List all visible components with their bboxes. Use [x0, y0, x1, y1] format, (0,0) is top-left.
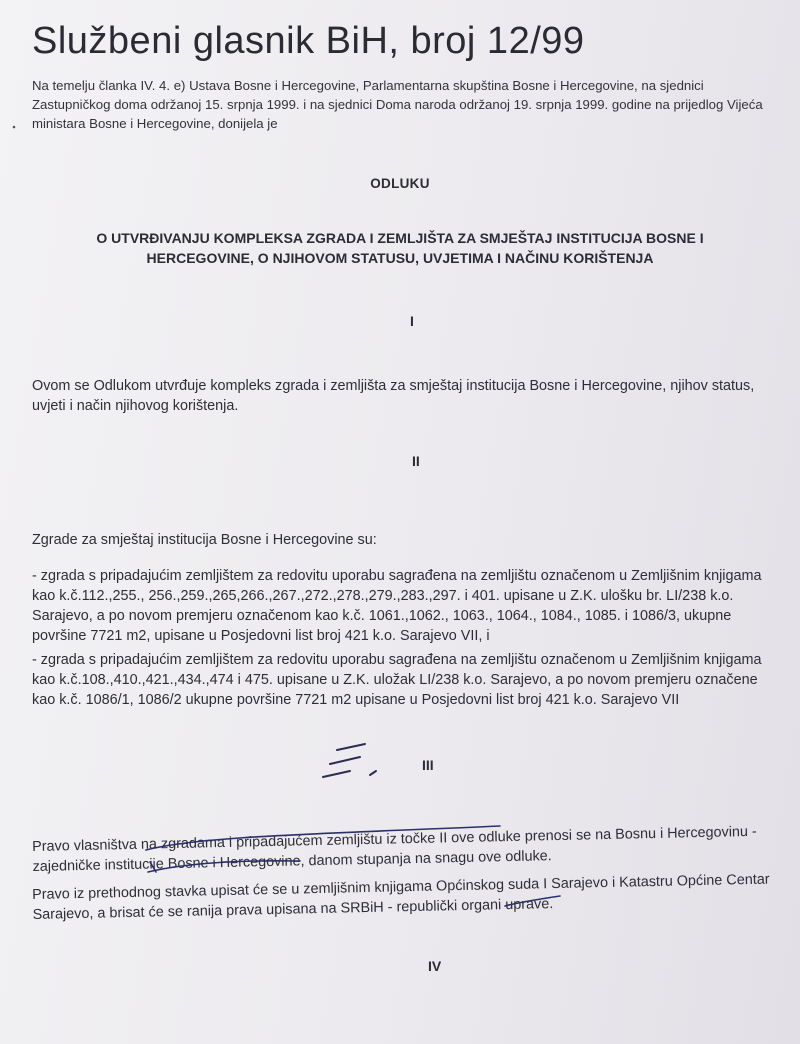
- section-2-item-1: - zgrada s pripadajućim zemljištem za redovitu uporabu sagrađena na zemljištu označenom u Zemljišnim knjigama kao k.č.112.,255., 256.,259.,265,266.,267.,272.,278.,279.,283.,297. i 401. upisane u Z.K. ulošku br. LI/238 k.o. Sarajevo, a po novom premjeru označenom kao k.č. 1061.,1062., 1063., 1064., 1084., 1085. i 1086/3, ukupne površine 7721 m2, upisane u Posjedovni list broj 421 k.o. Sarajevo VII, i: [32, 568, 762, 644]
- preamble-paragraph: Na temelju članka IV. 4. e) Ustava Bosne i Hercegovine, Parlamentarna skupština Bosne i Hercegovine, na sjednici Zastupničkog doma održanoj 15. srpnja 1999. i na sjednici Doma naroda održanoj 19. srpnja 1999. godine na prijedlog Vijeća ministara Bosne i Hercegovine, donijela je: [32, 78, 763, 131]
- section-2-lead: Zgrade za smještaj institucija Bosne i Hercegovine su:: [32, 532, 377, 548]
- section-number-3: III: [422, 757, 434, 773]
- gazette-title: Službeni glasnik BiH, broj 12/99: [32, 20, 585, 62]
- decision-subtitle: O UTVRĐIVANJU KOMPLEKSA ZGRADA I ZEMLJIŠTA ZA SMJEŠTAJ INSTITUCIJA BOSNE I HERCEGOVINE, O NJIHOVOM STATUSU, UVJETIMA I NAČINU KORIŠTENJA: [96, 230, 704, 266]
- section-2-item-2: - zgrada s pripadajućim zemljištem za redovitu uporabu sagrađena na zemljištu označenom u Zemljišnim knjigama kao k.č.108.,410.,421.,434.,474 i 475. upisane u Z.K. uložak LI/238 k.o. Sarajevo, a po novom premjeru označene kao k.č. 1086/1, 1086/2 ukupne površine 7721 m2 upisane u Posjedovni list broj 421 k.o. Sarajevo VII: [32, 652, 762, 708]
- section-number-1: I: [410, 313, 414, 329]
- section-1-text: Ovom se Odlukom utvrđuje kompleks zgrada i zemljišta za smještaj institucija Bosne i Hercegovine, njihov status, uvjeti i način njihovog korištenja.: [32, 378, 755, 414]
- section-number-2: II: [412, 453, 420, 469]
- section-number-4: IV: [428, 958, 442, 974]
- section-3-paragraph-2: Pravo iz prethodnog stavka upisat će se u zemljišnim knjigama Općinskog suda I Sarajevo i Katastru Općine Centar Sarajevo, a brisat će se ranija prava upisana na SRBiH - republički organi uprave.: [32, 871, 770, 923]
- decision-title: ODLUKU: [370, 176, 430, 191]
- section-3-paragraph-1: Pravo vlasništva na zgradama i pripadajućem zemljištu iz točke II ove odluke prenosi se na Bosnu i Hercegovinu - zajedničke institucije Bosne i Hercegovine, danom stupanja na snagu ove odluke.: [32, 823, 757, 875]
